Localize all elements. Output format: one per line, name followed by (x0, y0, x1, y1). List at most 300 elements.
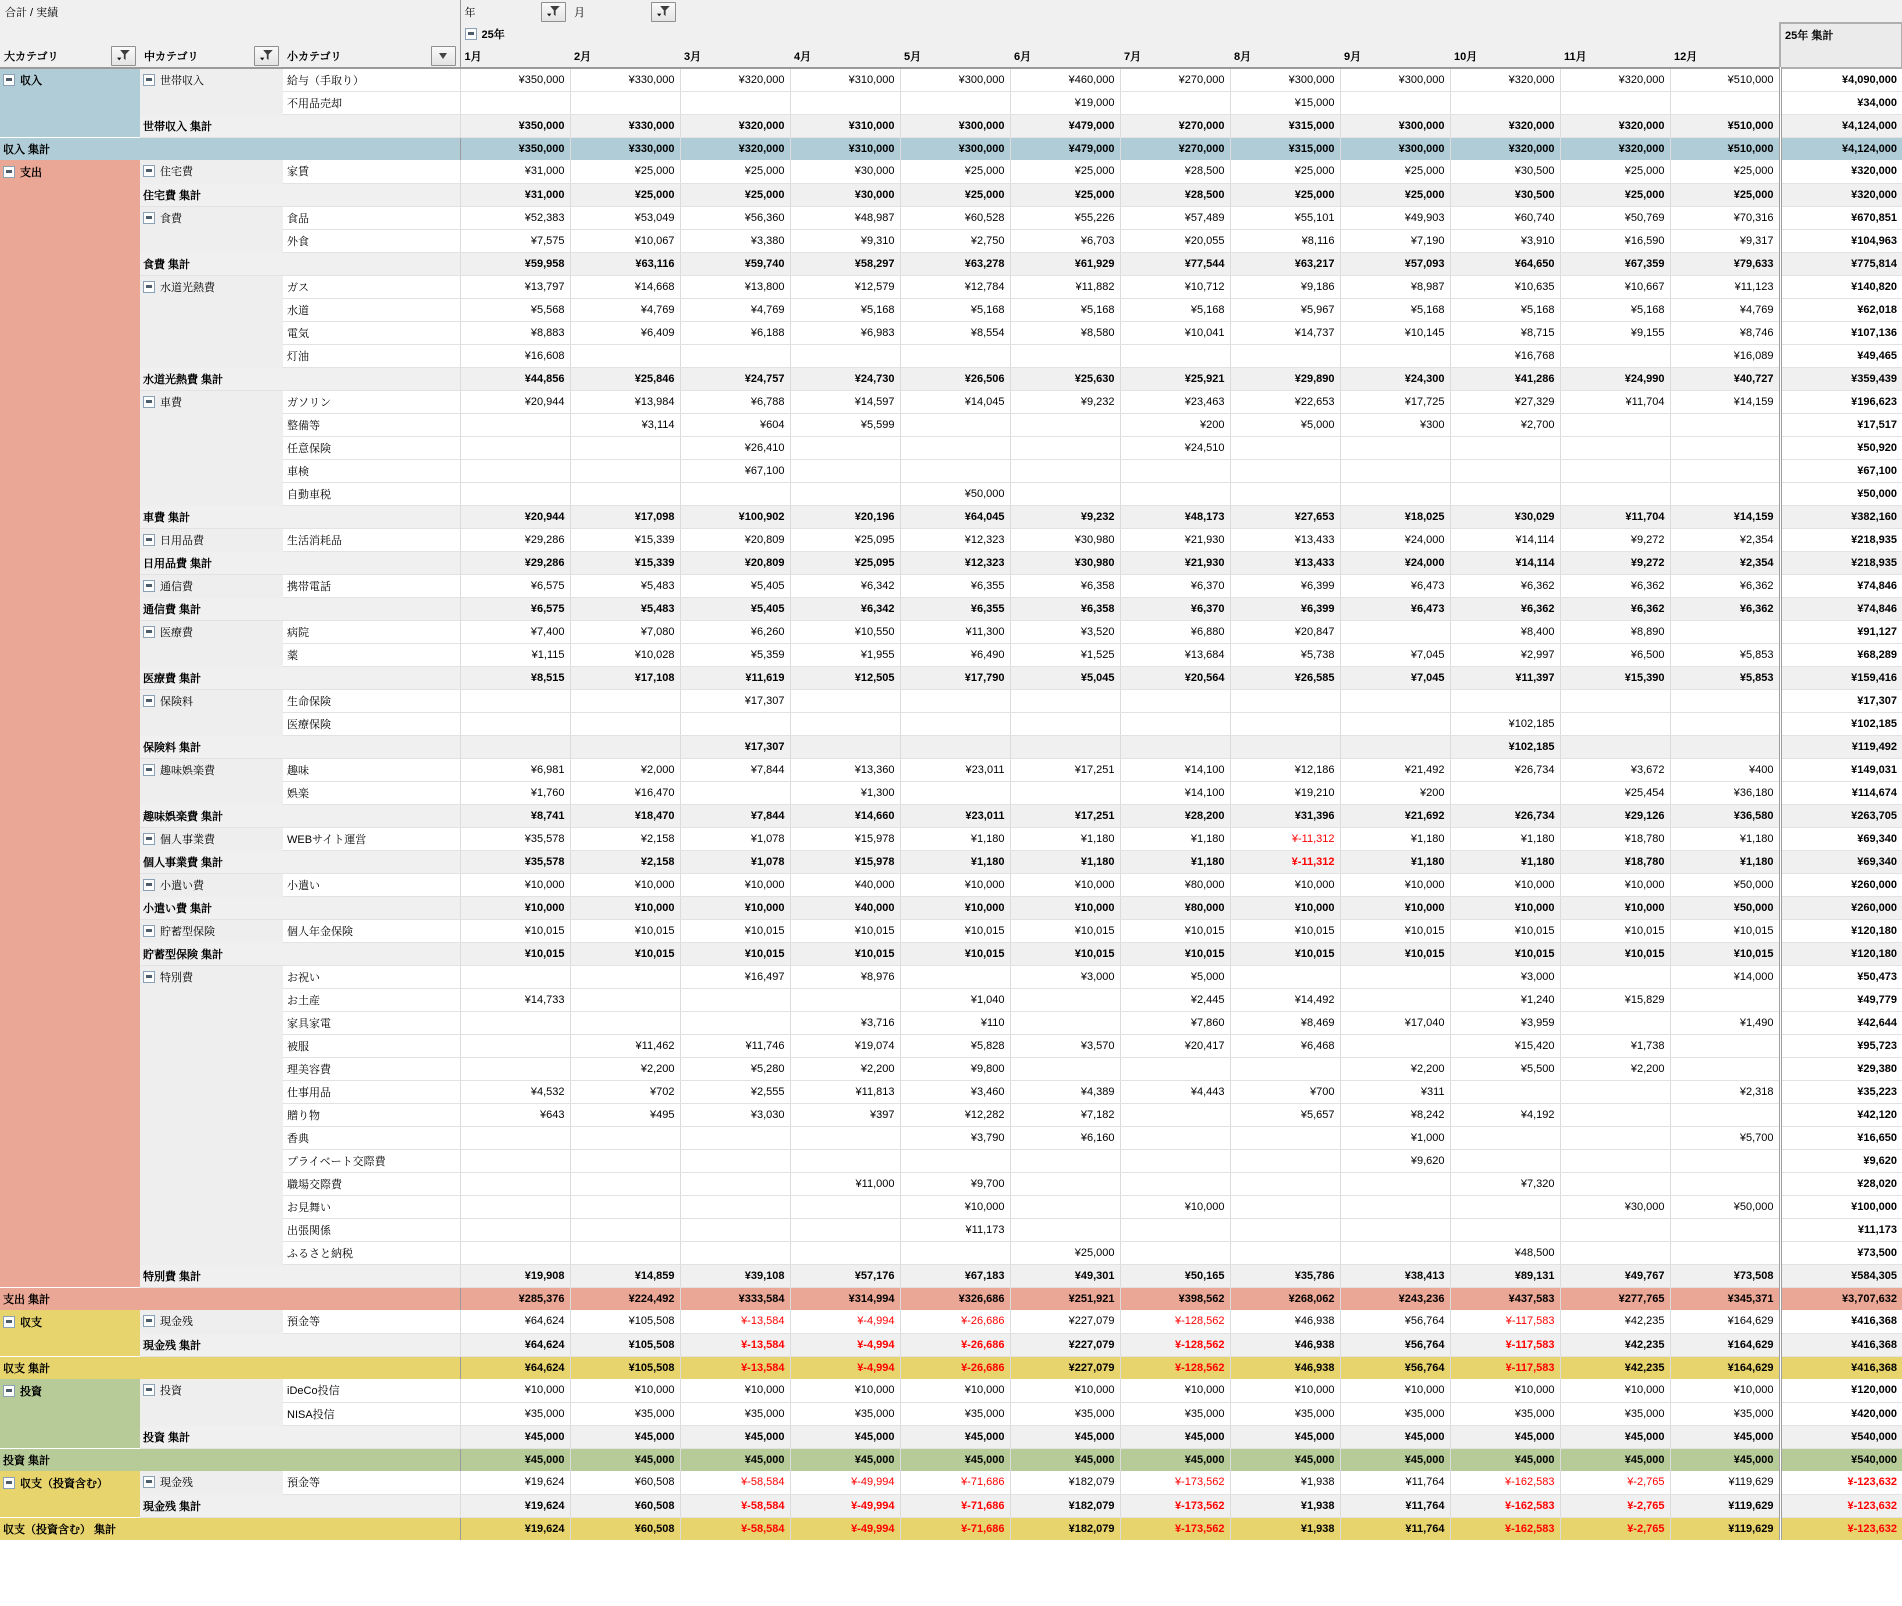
value-cell (680, 482, 790, 505)
pivot-row (0, 1333, 1902, 1356)
value-cell: ¥35,000 (1120, 1402, 1230, 1425)
value-cell (1340, 459, 1450, 482)
value-cell: ¥320,000 (680, 68, 790, 91)
value-cell (1670, 735, 1780, 758)
value-cell: ¥3,570 (1010, 1034, 1120, 1057)
subtotal-label: 世帯収入 集計 (140, 114, 460, 137)
value-cell: ¥300,000 (900, 137, 1010, 160)
value-cell: ¥-2,765 (1560, 1517, 1670, 1540)
value-cell: ¥-71,686 (900, 1494, 1010, 1517)
value-cell: ¥350,000 (460, 114, 570, 137)
value-cell: ¥5,568 (460, 298, 570, 321)
value-cell: ¥42,235 (1560, 1356, 1670, 1379)
value-cell: ¥18,780 (1560, 827, 1670, 850)
value-cell: ¥3,959 (1450, 1011, 1560, 1034)
cat2-cell: 住宅費 (140, 160, 283, 183)
value-cell: ¥8,715 (1450, 321, 1560, 344)
value-cell: ¥495 (570, 1103, 680, 1126)
value-cell: ¥19,074 (790, 1034, 900, 1057)
pivot-row (0, 919, 1902, 942)
value-cell (680, 1241, 790, 1264)
year-filter-button[interactable] (541, 2, 566, 22)
collapse-icon[interactable] (143, 165, 155, 177)
value-cell: ¥10,000 (680, 896, 790, 919)
value-cell: ¥25,000 (1230, 160, 1340, 183)
year-total-cell: ¥359,439 (1780, 367, 1902, 390)
cat2-cell (140, 413, 283, 436)
value-cell: ¥56,764 (1340, 1356, 1450, 1379)
cat2-filter-button[interactable] (254, 46, 279, 66)
filter-row-spacer (680, 0, 1780, 23)
value-cell (1670, 1057, 1780, 1080)
value-cell: ¥510,000 (1670, 68, 1780, 91)
value-cell (460, 1241, 570, 1264)
value-cell: ¥164,629 (1670, 1333, 1780, 1356)
value-cell: ¥46,938 (1230, 1310, 1340, 1333)
cat1-cell (0, 873, 140, 896)
cat3-cell: 携帯電話 (283, 574, 460, 597)
value-cell: ¥13,797 (460, 275, 570, 298)
value-cell: ¥-58,584 (680, 1517, 790, 1540)
value-cell (1560, 689, 1670, 712)
value-cell (1120, 1218, 1230, 1241)
cat3-cell: 食品 (283, 206, 460, 229)
pivot-row (0, 275, 1902, 298)
value-cell (900, 413, 1010, 436)
cat2-cell (140, 229, 283, 252)
value-cell (570, 459, 680, 482)
value-cell (1560, 1103, 1670, 1126)
value-cell: ¥10,000 (570, 873, 680, 896)
collapse-icon[interactable] (143, 396, 155, 408)
cat2-cell (140, 1218, 283, 1241)
value-cell: ¥1,180 (1340, 827, 1450, 850)
pivot-row (0, 735, 1902, 758)
cat1-cell (0, 459, 140, 482)
value-cell: ¥24,510 (1120, 436, 1230, 459)
value-cell: ¥31,000 (460, 160, 570, 183)
cat1-cell (0, 1264, 140, 1287)
value-cell (1010, 712, 1120, 735)
pivot-row (0, 620, 1902, 643)
pivot-row (0, 551, 1902, 574)
value-cell: ¥10,635 (1450, 275, 1560, 298)
collapse-icon[interactable] (143, 695, 155, 707)
value-cell (1450, 1195, 1560, 1218)
cat3-cell: 不用品売却 (283, 91, 460, 114)
pivot-row (0, 1195, 1902, 1218)
value-cell: ¥17,790 (900, 666, 1010, 689)
value-cell (680, 1011, 790, 1034)
value-cell: ¥10,000 (1230, 1379, 1340, 1402)
pivot-row (0, 252, 1902, 275)
value-cell: ¥479,000 (1010, 114, 1120, 137)
value-cell (1450, 436, 1560, 459)
pivot-row (0, 436, 1902, 459)
cat2-cell: 現金残 (140, 1310, 283, 1333)
cat2-cell (140, 482, 283, 505)
value-cell: ¥10,712 (1120, 275, 1230, 298)
value-cell: ¥20,196 (790, 505, 900, 528)
value-cell: ¥2,200 (1560, 1057, 1670, 1080)
cat1-cell (0, 574, 140, 597)
cat3-dropdown-button[interactable] (431, 46, 456, 66)
value-cell: ¥16,608 (460, 344, 570, 367)
value-cell: ¥30,500 (1450, 183, 1560, 206)
subtotal-label: 現金残 集計 (140, 1333, 460, 1356)
value-cell: ¥5,967 (1230, 298, 1340, 321)
value-cell (1010, 1149, 1120, 1172)
value-cell: ¥58,297 (790, 252, 900, 275)
value-cell: ¥12,323 (900, 551, 1010, 574)
collapse-icon[interactable] (465, 28, 477, 40)
collapse-icon[interactable] (143, 833, 155, 845)
cat1-cell (0, 275, 140, 298)
value-cell: ¥48,987 (790, 206, 900, 229)
year-total-cell: ¥149,031 (1780, 758, 1902, 781)
value-cell: ¥119,629 (1670, 1517, 1780, 1540)
value-cell: ¥6,703 (1010, 229, 1120, 252)
value-cell: ¥10,145 (1340, 321, 1450, 344)
value-cell: ¥30,000 (1560, 1195, 1670, 1218)
value-cell: ¥-173,562 (1120, 1471, 1230, 1494)
value-cell: ¥55,226 (1010, 206, 1120, 229)
value-cell: ¥2,555 (680, 1080, 790, 1103)
value-cell: ¥2,158 (570, 827, 680, 850)
value-cell: ¥21,930 (1120, 551, 1230, 574)
cat1-cell (0, 183, 140, 206)
value-cell: ¥1,938 (1230, 1517, 1340, 1540)
cat1-cell (0, 1402, 140, 1425)
value-cell: ¥320,000 (1450, 137, 1560, 160)
collapse-icon[interactable] (143, 879, 155, 891)
collapse-icon[interactable] (143, 74, 155, 86)
value-cell: ¥25,846 (570, 367, 680, 390)
year-field-cell (460, 0, 570, 23)
value-cell: ¥23,011 (900, 758, 1010, 781)
year-total-cell: ¥9,620 (1780, 1149, 1902, 1172)
value-cell: ¥310,000 (790, 137, 900, 160)
value-cell: ¥27,329 (1450, 390, 1560, 413)
year-total-cell: ¥670,851 (1780, 206, 1902, 229)
year-total-cell: ¥382,160 (1780, 505, 1902, 528)
value-cell: ¥14,159 (1670, 390, 1780, 413)
value-cell: ¥21,492 (1340, 758, 1450, 781)
year-total-cell: ¥416,368 (1780, 1310, 1902, 1333)
value-cell: ¥25,000 (1670, 183, 1780, 206)
value-cell (680, 1126, 790, 1149)
value-cell: ¥35,000 (1010, 1402, 1120, 1425)
value-cell (790, 988, 900, 1011)
year-total-cell: ¥4,090,000 (1780, 68, 1902, 91)
value-cell: ¥320,000 (1560, 137, 1670, 160)
month-filter-button[interactable] (651, 2, 676, 22)
value-cell (1560, 1218, 1670, 1241)
collapse-icon[interactable] (3, 1316, 15, 1328)
value-cell: ¥270,000 (1120, 114, 1230, 137)
value-cell: ¥200 (1340, 781, 1450, 804)
cat1-cell (0, 1057, 140, 1080)
value-cell: ¥40,000 (790, 873, 900, 896)
year-total-cell: ¥74,846 (1780, 597, 1902, 620)
value-cell: ¥11,764 (1340, 1517, 1450, 1540)
cat2-cell (140, 1172, 283, 1195)
value-cell (570, 91, 680, 114)
cat1-filter-button[interactable] (111, 46, 136, 66)
value-cell: ¥52,383 (460, 206, 570, 229)
value-cell: ¥1,738 (1560, 1034, 1670, 1057)
value-cell (900, 781, 1010, 804)
value-cell: ¥8,741 (460, 804, 570, 827)
value-cell: ¥1,180 (1450, 827, 1560, 850)
value-cell (460, 413, 570, 436)
value-cell (1670, 1218, 1780, 1241)
value-cell (460, 482, 570, 505)
value-cell: ¥5,853 (1670, 666, 1780, 689)
value-cell (460, 1126, 570, 1149)
value-cell: ¥14,733 (460, 988, 570, 1011)
value-cell (1560, 712, 1670, 735)
value-cell: ¥25,921 (1120, 367, 1230, 390)
value-cell: ¥4,769 (570, 298, 680, 321)
pivot-row (0, 643, 1902, 666)
value-cell: ¥80,000 (1120, 896, 1230, 919)
value-cell: ¥17,251 (1010, 758, 1120, 781)
collapse-icon[interactable] (143, 764, 155, 776)
value-cell (900, 965, 1010, 988)
pivot-row (0, 1287, 1902, 1310)
cat1-cell (0, 1241, 140, 1264)
value-cell (1010, 735, 1120, 758)
value-cell: ¥11,813 (790, 1080, 900, 1103)
value-cell: ¥10,015 (460, 942, 570, 965)
value-cell: ¥2,318 (1670, 1080, 1780, 1103)
value-cell: ¥45,000 (1010, 1425, 1120, 1448)
value-cell (1340, 91, 1450, 114)
value-cell: ¥7,045 (1340, 666, 1450, 689)
value-cell: ¥479,000 (1010, 137, 1120, 160)
pivot-row (0, 1471, 1902, 1494)
value-cell: ¥7,400 (460, 620, 570, 643)
value-cell: ¥10,000 (1230, 873, 1340, 896)
value-cell: ¥1,490 (1670, 1011, 1780, 1034)
value-cell (460, 1172, 570, 1195)
value-cell: ¥14,668 (570, 275, 680, 298)
cat3-cell: 小遣い (283, 873, 460, 896)
value-cell (1230, 1195, 1340, 1218)
cat1-cell (0, 827, 140, 850)
value-cell: ¥315,000 (1230, 137, 1340, 160)
value-cell (790, 482, 900, 505)
value-cell: ¥320,000 (1560, 114, 1670, 137)
year-total-cell: ¥-123,632 (1780, 1517, 1902, 1540)
value-cell (570, 689, 680, 712)
year-total-cell: ¥-123,632 (1780, 1494, 1902, 1517)
value-cell: ¥4,192 (1450, 1103, 1560, 1126)
cat3-cell: 車検 (283, 459, 460, 482)
value-cell: ¥10,015 (1670, 919, 1780, 942)
value-cell: ¥64,624 (460, 1356, 570, 1379)
value-cell: ¥64,650 (1450, 252, 1560, 275)
value-cell: ¥182,079 (1010, 1494, 1120, 1517)
cat1-cell (0, 505, 140, 528)
value-cell: ¥5,483 (570, 597, 680, 620)
value-cell: ¥14,100 (1120, 758, 1230, 781)
value-cell: ¥56,360 (680, 206, 790, 229)
value-cell (1230, 712, 1340, 735)
value-cell: ¥300 (1340, 413, 1450, 436)
value-cell: ¥-26,686 (900, 1310, 1010, 1333)
value-cell (460, 735, 570, 758)
collapse-icon[interactable] (143, 626, 155, 638)
cat2-cell (140, 1241, 283, 1264)
value-cell: ¥24,990 (1560, 367, 1670, 390)
value-cell: ¥8,515 (460, 666, 570, 689)
value-cell: ¥6,880 (1120, 620, 1230, 643)
value-cell: ¥3,114 (570, 413, 680, 436)
cat3-cell: WEBサイト運営 (283, 827, 460, 850)
month-field-cell (570, 0, 680, 23)
value-cell (1010, 1011, 1120, 1034)
value-cell: ¥11,000 (790, 1172, 900, 1195)
value-cell: ¥12,579 (790, 275, 900, 298)
value-cell: ¥315,000 (1230, 114, 1340, 137)
value-cell (790, 344, 900, 367)
collapse-icon[interactable] (143, 1315, 155, 1327)
collapse-icon[interactable] (3, 1385, 15, 1397)
value-cell: ¥285,376 (460, 1287, 570, 1310)
subtotal-label: 投資 集計 (140, 1425, 460, 1448)
value-cell (1670, 1172, 1780, 1195)
month-header: 6月 (1010, 44, 1120, 68)
pivot-row (0, 114, 1902, 137)
cat3-cell: 医療保険 (283, 712, 460, 735)
value-cell: ¥2,158 (570, 850, 680, 873)
cat1-cell (0, 758, 140, 781)
value-cell: ¥-162,583 (1450, 1517, 1560, 1540)
value-cell: ¥26,506 (900, 367, 1010, 390)
value-cell: ¥25,000 (900, 160, 1010, 183)
value-cell: ¥8,976 (790, 965, 900, 988)
value-cell: ¥45,000 (1120, 1448, 1230, 1471)
year-total-cell: ¥42,120 (1780, 1103, 1902, 1126)
pivot-row (0, 91, 1902, 114)
month-header: 10月 (1450, 44, 1560, 68)
collapse-icon[interactable] (3, 74, 15, 86)
value-cell (1010, 1218, 1120, 1241)
value-cell: ¥29,890 (1230, 367, 1340, 390)
cat3-cell: 趣味 (283, 758, 460, 781)
cat1-cell (0, 252, 140, 275)
month-header: 3月 (680, 44, 790, 68)
collapse-icon[interactable] (143, 212, 155, 224)
value-cell (680, 344, 790, 367)
collapse-icon[interactable] (143, 971, 155, 983)
value-cell: ¥6,468 (1230, 1034, 1340, 1057)
year-field-label: 年 (464, 6, 476, 19)
value-cell: ¥5,168 (1450, 298, 1560, 321)
value-cell: ¥-11,312 (1230, 827, 1340, 850)
value-cell: ¥1,180 (1450, 850, 1560, 873)
value-cell (1560, 1172, 1670, 1195)
value-cell: ¥2,445 (1120, 988, 1230, 1011)
value-cell: ¥39,108 (680, 1264, 790, 1287)
year-total-cell: ¥540,000 (1780, 1425, 1902, 1448)
value-cell: ¥11,173 (900, 1218, 1010, 1241)
value-cell: ¥11,397 (1450, 666, 1560, 689)
value-cell: ¥28,500 (1120, 160, 1230, 183)
value-cell: ¥46,938 (1230, 1333, 1340, 1356)
cat3-cell: 預金等 (283, 1310, 460, 1333)
value-cell: ¥6,160 (1010, 1126, 1120, 1149)
collapse-icon[interactable] (143, 1476, 155, 1488)
value-cell (570, 1241, 680, 1264)
value-cell: ¥9,800 (900, 1057, 1010, 1080)
value-cell: ¥182,079 (1010, 1471, 1120, 1494)
value-cell: ¥14,660 (790, 804, 900, 827)
value-cell: ¥-49,994 (790, 1517, 900, 1540)
value-cell: ¥330,000 (570, 68, 680, 91)
value-cell: ¥6,500 (1560, 643, 1670, 666)
cat1-cell (0, 620, 140, 643)
value-cell: ¥19,908 (460, 1264, 570, 1287)
value-cell: ¥350,000 (460, 68, 570, 91)
value-cell (1120, 1103, 1230, 1126)
collapse-icon[interactable] (3, 166, 15, 178)
collapse-icon[interactable] (143, 580, 155, 592)
cat3-header: 小カテゴリ (283, 44, 460, 68)
value-cell (790, 459, 900, 482)
value-cell: ¥10,000 (1340, 1379, 1450, 1402)
pivot-row (0, 68, 1902, 91)
value-cell: ¥48,173 (1120, 505, 1230, 528)
value-cell: ¥16,470 (570, 781, 680, 804)
value-cell (460, 1011, 570, 1034)
value-cell: ¥14,859 (570, 1264, 680, 1287)
value-cell (1120, 482, 1230, 505)
value-cell: ¥64,624 (460, 1333, 570, 1356)
month-field-label: 月 (574, 6, 585, 19)
pivot-row (0, 1448, 1902, 1471)
value-cell: ¥56,764 (1340, 1333, 1450, 1356)
value-cell: ¥45,000 (1230, 1425, 1340, 1448)
value-cell: ¥45,000 (460, 1448, 570, 1471)
pivot-row (0, 1149, 1902, 1172)
collapse-icon[interactable] (143, 281, 155, 293)
value-cell: ¥8,987 (1340, 275, 1450, 298)
value-cell: ¥30,500 (1450, 160, 1560, 183)
value-cell: ¥-49,994 (790, 1494, 900, 1517)
year-total-cell: ¥100,000 (1780, 1195, 1902, 1218)
pivot-row (0, 505, 1902, 528)
value-cell: ¥10,015 (1670, 942, 1780, 965)
value-cell (1560, 1126, 1670, 1149)
value-cell: ¥45,000 (570, 1448, 680, 1471)
collapse-icon[interactable] (3, 1477, 15, 1489)
collapse-icon[interactable] (143, 1384, 155, 1396)
collapse-icon[interactable] (143, 925, 155, 937)
subtotal-label: 水道光熱費 集計 (140, 367, 460, 390)
value-cell: ¥2,354 (1670, 528, 1780, 551)
value-cell: ¥61,929 (1010, 252, 1120, 275)
pivot-row (0, 482, 1902, 505)
value-cell (1450, 91, 1560, 114)
value-cell (790, 1126, 900, 1149)
cat3-cell: ガソリン (283, 390, 460, 413)
pivot-row (0, 1425, 1902, 1448)
value-cell: ¥311 (1340, 1080, 1450, 1103)
collapse-icon[interactable] (143, 534, 155, 546)
